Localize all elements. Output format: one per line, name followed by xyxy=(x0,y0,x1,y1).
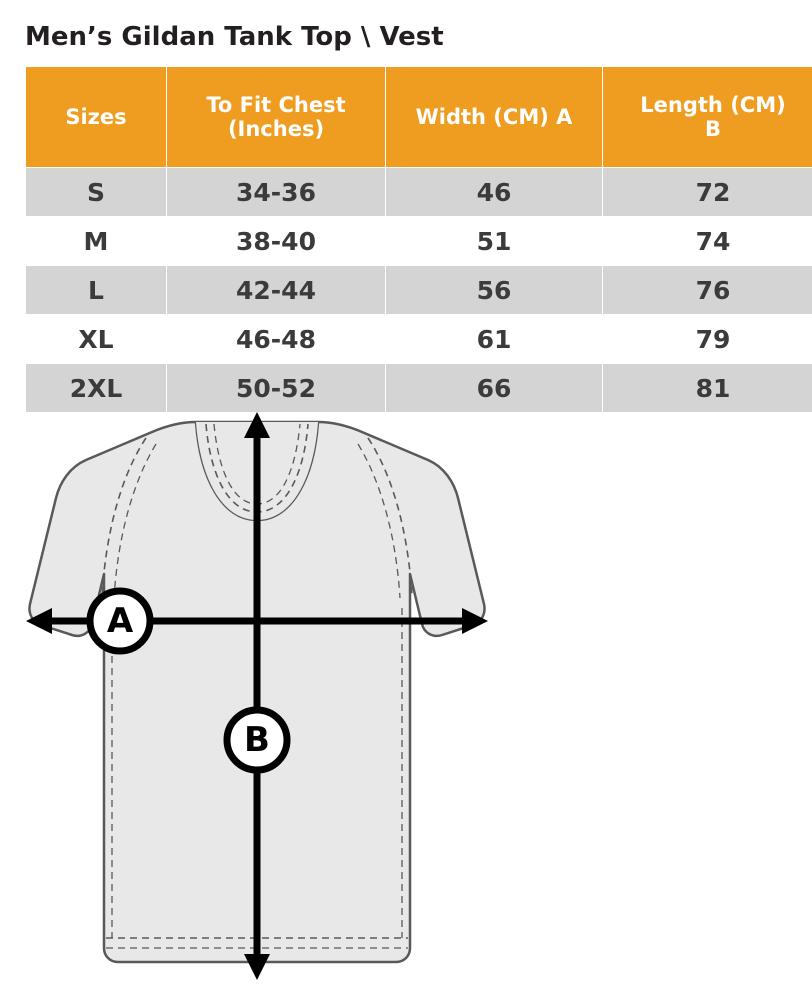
size-table-body xyxy=(26,168,812,413)
cell-chest: 50-52 xyxy=(167,364,386,413)
cell-width: 66 xyxy=(386,364,603,413)
column-header-chest-line1: To Fit Chest xyxy=(206,92,346,117)
table-row xyxy=(26,364,812,413)
table-row xyxy=(26,266,812,315)
page-title: Men’s Gildan Tank Top \ Vest xyxy=(25,22,444,52)
cell-length: 81 xyxy=(603,364,812,413)
cell-width: 61 xyxy=(386,315,603,364)
table-row xyxy=(26,168,812,217)
size-table xyxy=(25,66,812,413)
cell-length: 72 xyxy=(603,168,812,217)
cell-width: 51 xyxy=(386,217,603,266)
label-a-badge xyxy=(90,591,150,651)
cell-chest: 34-36 xyxy=(167,168,386,217)
cell-size: XL xyxy=(26,315,167,364)
column-header-length xyxy=(603,67,812,168)
column-header-chest xyxy=(167,67,386,168)
column-header-sizes: Sizes xyxy=(26,67,167,168)
column-header-length-line2: B xyxy=(704,117,721,141)
table-row xyxy=(26,315,812,364)
label-a-text: A xyxy=(106,601,134,641)
size-table-header xyxy=(26,67,812,168)
cell-chest: 38-40 xyxy=(167,217,386,266)
table-row xyxy=(26,217,812,266)
garment-diagram xyxy=(0,408,812,1000)
cell-width: 46 xyxy=(386,168,603,217)
cell-chest: 46-48 xyxy=(167,315,386,364)
cell-chest: 42-44 xyxy=(167,266,386,315)
cell-length: 79 xyxy=(603,315,812,364)
column-header-width: Width (CM) A xyxy=(386,67,603,168)
column-header-chest-line2: (Inches) xyxy=(227,117,325,141)
cell-width: 56 xyxy=(386,266,603,315)
cell-length: 76 xyxy=(603,266,812,315)
table-header-row xyxy=(26,67,812,168)
cell-length: 74 xyxy=(603,217,812,266)
column-header-length-line1: Length (CM) xyxy=(640,92,786,117)
cell-size: M xyxy=(26,217,167,266)
label-b-badge xyxy=(227,710,287,770)
label-b-text: B xyxy=(244,720,270,760)
cell-size: 2XL xyxy=(26,364,167,413)
cell-size: S xyxy=(26,168,167,217)
cell-size: L xyxy=(26,266,167,315)
